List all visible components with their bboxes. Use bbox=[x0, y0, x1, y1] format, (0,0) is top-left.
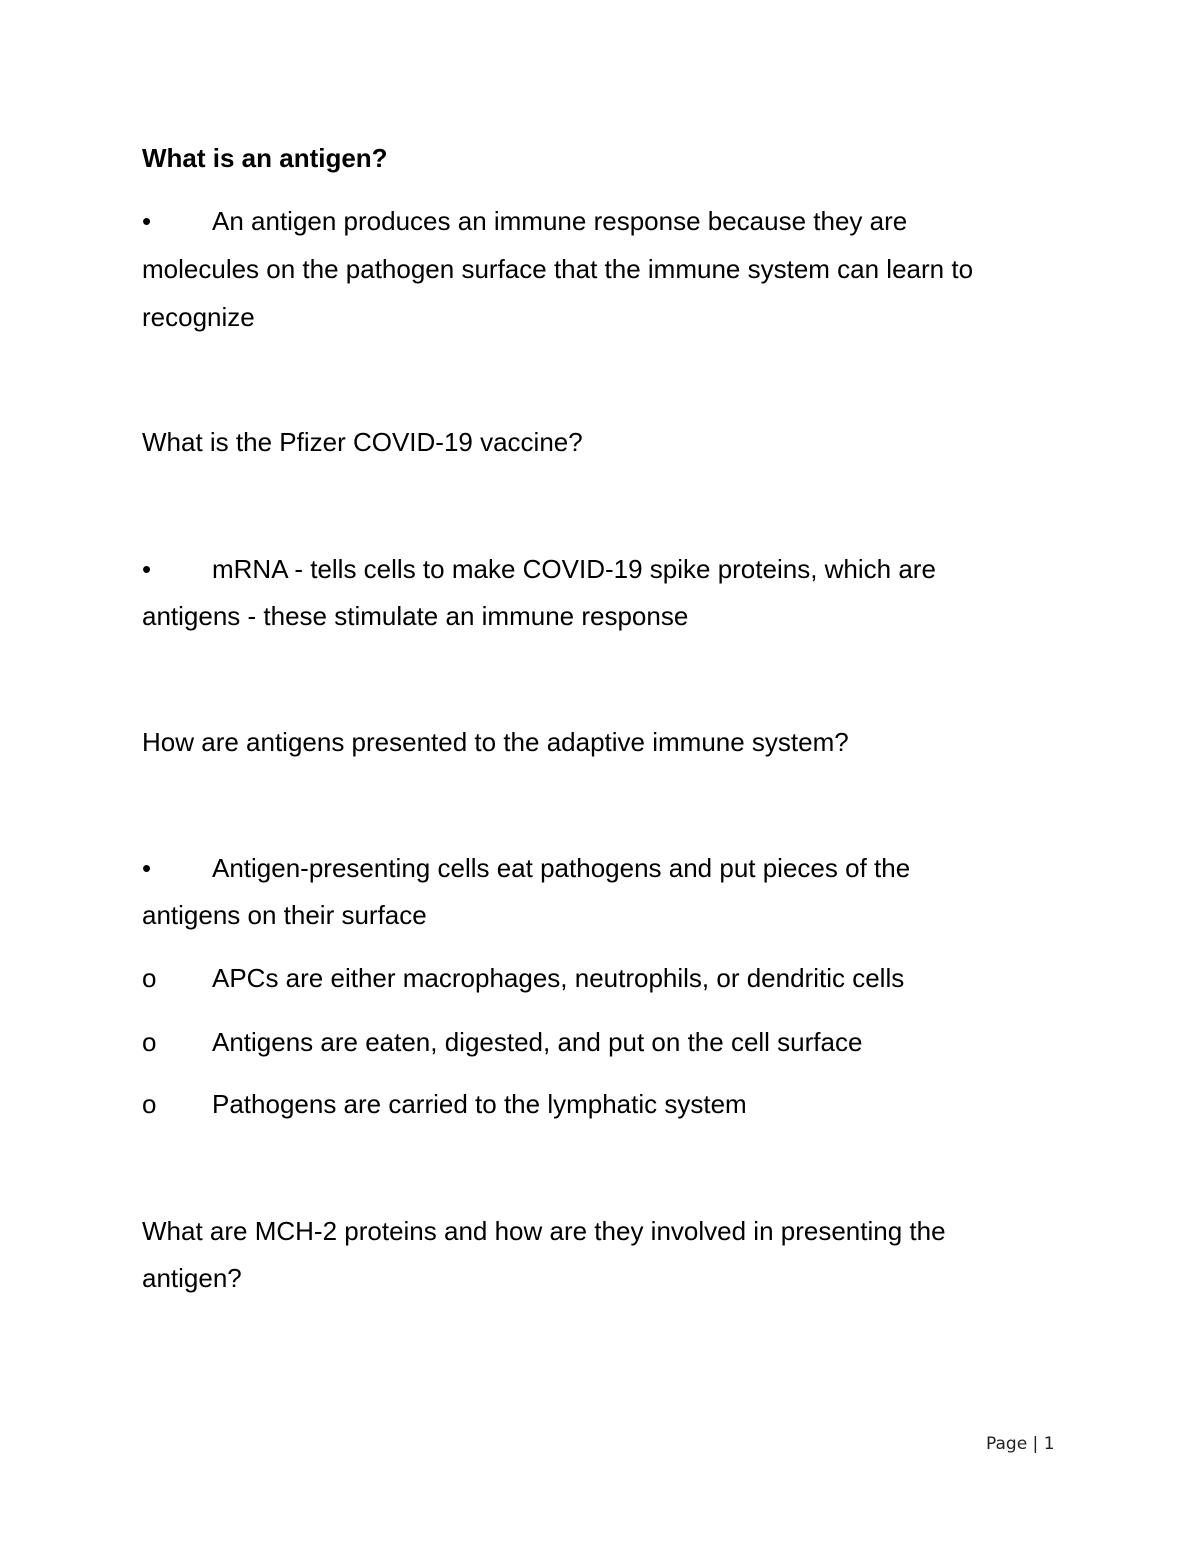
heading-pfizer-vaccine: What is the Pfizer COVID-19 vaccine? bbox=[142, 427, 583, 457]
antigen-answer-line-3: recognize bbox=[142, 302, 255, 332]
heading-what-is-antigen: What is an antigen? bbox=[142, 143, 388, 173]
antigen-answer-line-1: An antigen produces an immune response because they are bbox=[212, 206, 908, 236]
bullet-marker: • bbox=[142, 853, 152, 883]
page-number: Page | 1 bbox=[986, 1434, 1055, 1454]
bullet-marker: • bbox=[142, 554, 152, 584]
heading-mch2-line-1: What are MCH-2 proteins and how are they involved in presenting the bbox=[142, 1216, 946, 1246]
bullet-marker: • bbox=[142, 206, 152, 236]
pfizer-answer-line-2: antigens - these stimulate an immune response bbox=[142, 601, 689, 631]
antigen-answer-line-2: molecules on the pathogen surface that the immune system can learn to bbox=[142, 254, 974, 284]
sub-bullet-marker: o bbox=[142, 963, 157, 993]
sub-item-antigens-eaten: Antigens are eaten, digested, and put on the cell surface bbox=[212, 1027, 863, 1057]
presented-answer-line-1: Antigen-presenting cells eat pathogens and put pieces of the bbox=[212, 853, 911, 883]
heading-antigen-presentation: How are antigens presented to the adaptive immune system? bbox=[142, 727, 849, 757]
sub-item-pathogens-carried: Pathogens are carried to the lymphatic system bbox=[212, 1089, 747, 1119]
pfizer-answer-line-1: mRNA - tells cells to make COVID-19 spike proteins, which are bbox=[212, 554, 936, 584]
sub-bullet-marker: o bbox=[142, 1089, 157, 1119]
presented-answer-line-2: antigens on their surface bbox=[142, 900, 427, 930]
heading-mch2-line-2: antigen? bbox=[142, 1263, 242, 1293]
sub-item-apcs: APCs are either macrophages, neutrophils, or dendritic cells bbox=[212, 963, 905, 993]
sub-bullet-marker: o bbox=[142, 1027, 157, 1057]
